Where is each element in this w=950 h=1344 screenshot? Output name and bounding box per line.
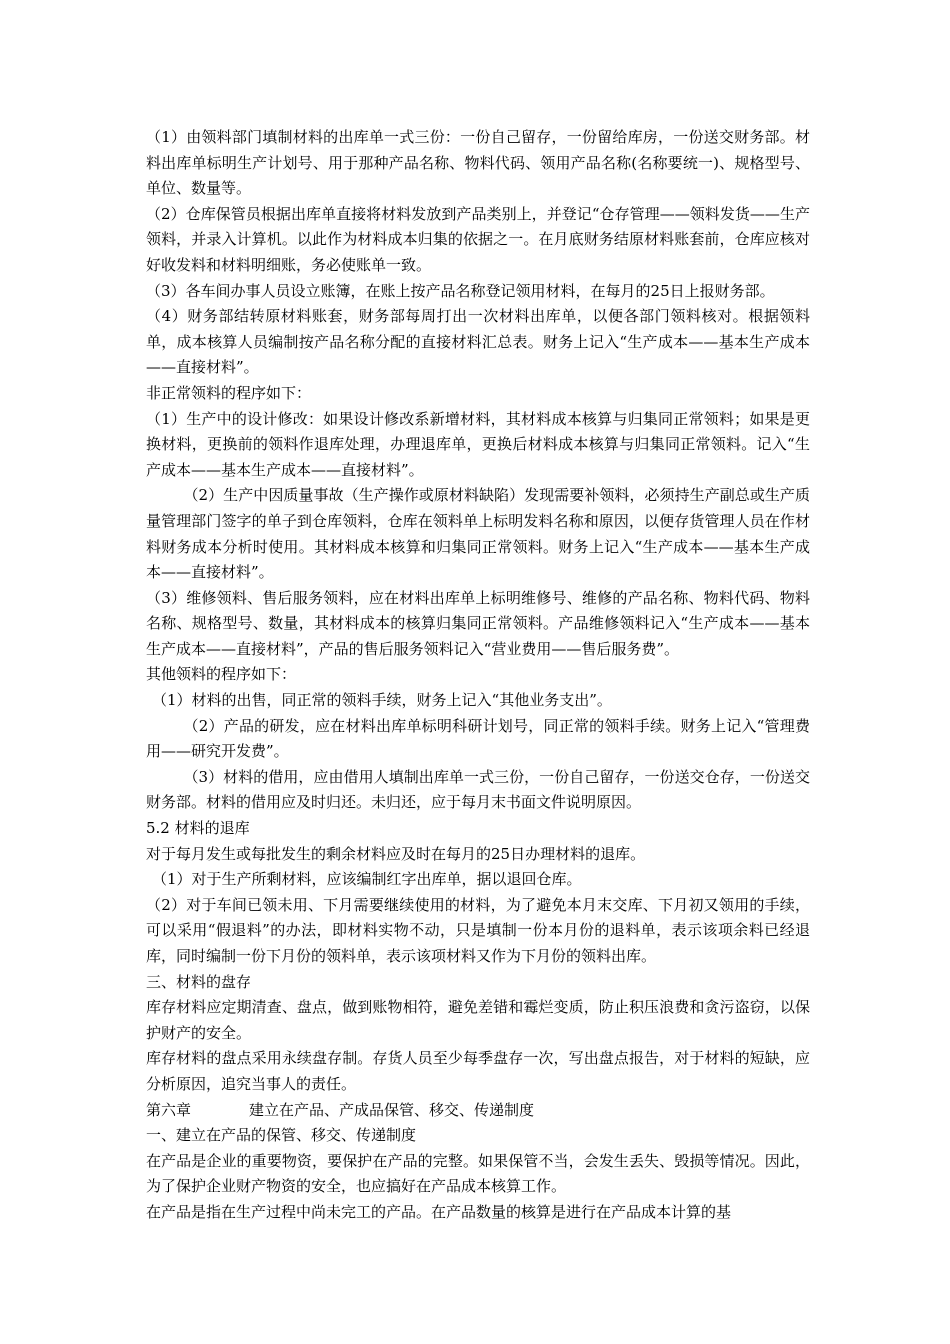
chapter-heading xyxy=(146,1098,810,1124)
paragraph-normal-req-2: （2）仓库保管员根据出库单直接将材料发放到产品类别上，并登记“仓存管理——领料发货——生产领料，并录入计算机。以此作为材料成本归集的依据之一。在月底财务结原材料账套前，仓库应核对好收发料和材料明细账，务必使账单一致。 xyxy=(146,204,810,274)
section-heading-inventory: 三、材料的盘存 xyxy=(146,972,252,991)
paragraph-return-2: （2）对于车间已领未用、下月需要继续使用的材料，为了避免本月末交库、下月初又领用的手续，可以采用“假退料”的办法，即材料实物不动，只是填制一份本月份的退料单，表示该项余料已经退库，同时编制一份下月份的领料单，表示该项材料又作为下月份的领料出库。 xyxy=(146,895,810,965)
section-heading-wip: 一、建立在产品的保管、移交、传递制度 xyxy=(146,1126,417,1145)
paragraph-inventory-1: 库存材料应定期清查、盘点，做到账物相符，避免差错和霉烂变质，防止积压浪费和贪污盗窃，以保护财产的安全。 xyxy=(146,998,810,1042)
paragraph-normal-req-3: （3）各车间办事人员设立账簿，在账上按产品名称登记领用材料，在每月的25日上报财务部。 xyxy=(146,281,775,300)
paragraph-normal-req-4: （4）财务部结转原材料账套，财务部每周打出一次材料出库单，以便各部门领料核对。根据领料单，成本核算人员编制按产品名称分配的直接材料汇总表。财务上记入“生产成本——基本生产成本——直接材料”。 xyxy=(146,307,810,377)
chapter-number: 第六章 xyxy=(146,1100,192,1119)
paragraph-abnormal-req-3: （3）维修领料、售后服务领料，应在材料出库单上标明维修号、维修的产品名称、物料代码、物料名称、规格型号、数量，其材料成本的核算归集同正常领料。产品维修领料记入“生产成本——基本生产成本——直接材料”，产品的售后服务领料记入“营业费用——售后服务费”。 xyxy=(146,588,810,658)
section-heading-5-2: 5.2 材料的退库 xyxy=(146,819,250,838)
paragraph-wip-1: 在产品是企业的重要物资，要保护在产品的完整。如果保管不当，会发生丢失、毁损等情况。因此，为了保护企业财产物资的安全，也应搞好在产品成本核算工作。 xyxy=(146,1151,810,1196)
document-page xyxy=(146,125,810,1226)
paragraph-abnormal-req-2: （2）生产中因质量事故（生产操作或原材料缺陷）发现需要补领料，必须持生产副总或生产质量管理部门签字的单子到仓库领料，仓库在领料单上标明发料名称和原因，以便存货管理人员在作材料财务成本分析时使用。其材料成本核算和归集同正常领料。财务上记入“生产成本——基本生产成本——直接材料”。 xyxy=(146,486,810,582)
paragraph-return-1: （1）对于生产所剩材料，应该编制红字出库单，据以退回仓库。 xyxy=(152,870,582,889)
paragraph-inventory-2: 库存材料的盘点采用永续盘存制。存货人员至少每季盘存一次，写出盘点报告，对于材料的短缺，应分析原因，追究当事人的责任。 xyxy=(146,1049,810,1093)
paragraph-normal-req-1: （1）由领料部门填制材料的出库单一式三份：一份自己留存，一份留给库房，一份送交财务部。材料出库单标明生产计划号、用于那种产品名称、物料代码、领用产品名称(名称要统一)、规格型号、单位、数量等。 xyxy=(146,128,810,198)
paragraph-return-intro: 对于每月发生或每批发生的剩余材料应及时在每月的25日办理材料的退库。 xyxy=(146,844,646,863)
heading-other-requisition: 其他领料的程序如下： xyxy=(146,665,297,684)
paragraph-other-req-1: （1）材料的出售，同正常的领料手续，财务上记入“其他业务支出”。 xyxy=(152,691,612,710)
chapter-title: 建立在产品、产成品保管、移交、传递制度 xyxy=(249,1100,535,1119)
heading-abnormal-requisition: 非正常领料的程序如下： xyxy=(146,383,312,402)
paragraph-other-req-2: （2）产品的研发，应在材料出库单标明科研计划号，同正常的领料手续。财务上记入“管理费用——研究开发费”。 xyxy=(146,716,810,761)
paragraph-abnormal-req-1: （1）生产中的设计修改：如果设计修改系新增材料，其材料成本核算与归集同正常领料；如果是更换材料，更换前的领料作退库处理，办理退库单，更换后材料成本核算与归集同正常领料。记入“生产成本——基本生产成本——直接材料”。 xyxy=(146,409,810,479)
paragraph-wip-2: 在产品是指在生产过程中尚未完工的产品。在产品数量的核算是进行在产品成本计算的基 xyxy=(146,1202,732,1221)
paragraph-other-req-3: （3）材料的借用，应由借用人填制出库单一式三份，一份自己留存，一份送交仓存，一份送交财务部。材料的借用应及时归还。未归还，应于每月末书面文件说明原因。 xyxy=(146,767,810,812)
